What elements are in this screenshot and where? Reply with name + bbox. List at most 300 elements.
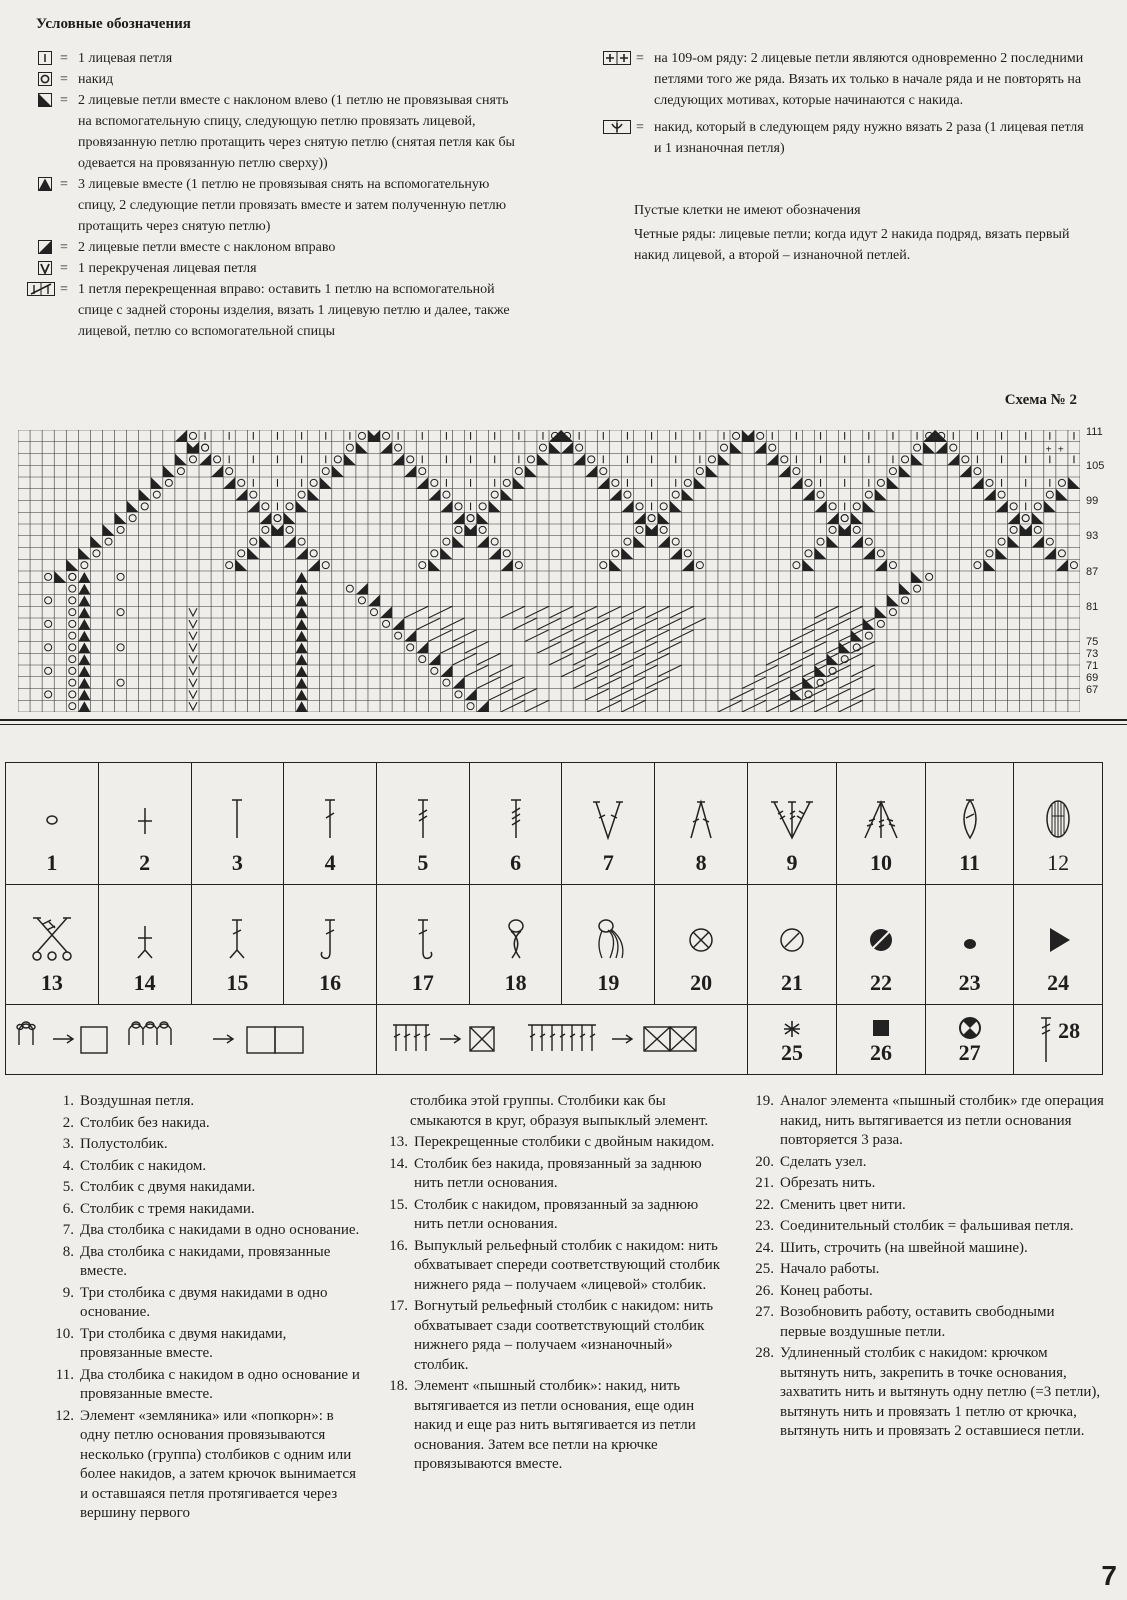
yarn-over-mark (865, 491, 872, 498)
left-decrease-mark (259, 536, 271, 548)
yarn-over-mark (877, 479, 884, 486)
yarn-over-mark (262, 503, 269, 510)
right-decrease-mark (1032, 536, 1044, 548)
twisted-knit-mark (189, 632, 197, 640)
left-decrease-mark (706, 465, 718, 477)
right-decrease-mark (247, 501, 259, 513)
double-decrease-mark (296, 643, 308, 654)
right-decrease-mark (863, 548, 875, 560)
description-item: 28. Удлиненный столбик с накидом: крючком вытянуть нить, закрепить в точке основания, захватить нить и вытянуть одну петлю (=3 петли), вытянуть нить и провязать 1 петлю от крючка, вытянуть нить и провязать 2 оставшиеся петли. (755, 1345, 1101, 1439)
symbol-cell: 17 (376, 885, 469, 1005)
yarn-over-mark (189, 432, 196, 439)
right-decrease-mark (296, 548, 308, 560)
right-decrease-mark (440, 501, 452, 513)
symbol-cell: 20 (655, 885, 748, 1005)
svg-text:+: + (1045, 444, 1052, 456)
symbol-cell: 25 (747, 1005, 836, 1075)
left-decrease-mark (863, 618, 875, 630)
double-decrease-mark (296, 631, 308, 642)
right-decrease-mark (754, 442, 766, 454)
double-decrease-mark (296, 654, 308, 665)
twisted-knit-mark (189, 679, 197, 687)
yarn-over-mark (419, 656, 426, 663)
left-decrease-mark (561, 430, 573, 442)
left-decrease-mark (827, 653, 839, 665)
yarn-over-mark (177, 468, 184, 475)
yarn-over-mark (141, 503, 148, 510)
description-item: 16. Выпуклый рельефный столбик с накидом: нить обхватывает спереди соответствующий столбик нижнего ряда – получаем «лицевой» столбик. (389, 1237, 721, 1293)
left-decrease-mark (899, 583, 911, 595)
left-decrease-mark (102, 524, 114, 536)
left-decrease-mark (356, 442, 368, 454)
left-decrease-mark (90, 536, 102, 548)
yarn-over-mark (539, 444, 546, 451)
knit-stitch-icon (34, 51, 56, 65)
description-item: 7. Два столбика с накидами в одно основание. (62, 1222, 360, 1238)
yarn-over-mark (45, 667, 52, 674)
right-decrease-mark (827, 512, 839, 524)
yarn-over-mark (648, 515, 655, 522)
double-decrease-mark (296, 584, 308, 595)
double-decrease-mark (78, 701, 90, 712)
slip-stitch-icon (950, 914, 990, 964)
right-decrease-mark (477, 536, 489, 548)
popcorn-icon (1038, 794, 1078, 844)
yarn-over-mark (600, 468, 607, 475)
left-decrease-mark (802, 559, 814, 571)
right-decrease-mark (199, 454, 211, 466)
right-decrease-mark (971, 477, 983, 489)
left-decrease-mark (127, 501, 139, 513)
right-decrease-mark (959, 465, 971, 477)
description-item: 9. Три столбика с двумя накидами в одно основание. (62, 1284, 328, 1320)
legend-item: = 1 петля перекрещенная вправо: оставить 1 петлю на вспомогательной спице с задней стороны изделия, вязать 1 лицевую петлю и далее, также лицевой, петлю со вспомогательной спицы (34, 279, 524, 342)
right-decrease-mark (1044, 548, 1056, 560)
description-item: 12. Элемент «земляника» или «попкорн»: в одну петлю основания провязываются несколько (группа) столбиков с одним или более накидов, а затем крючок вынимается и оставшаяся петля протягивается через вершину первого (55, 1407, 356, 1521)
yarn-over-mark (250, 538, 257, 545)
yarn-over-mark (684, 479, 691, 486)
tr-cluster-shell-icon (768, 794, 816, 844)
yarn-over-mark (129, 515, 136, 522)
right-decrease-mark (489, 548, 501, 560)
right-decrease-mark (416, 477, 428, 489)
left-decrease-mark (525, 465, 537, 477)
row-number: 81 (1086, 601, 1099, 613)
continuation-text: столбика этой группы. Столбики как бы смыкаются в круг, образуя выпыклый элемент. (410, 1093, 709, 1129)
yarn-over-mark (612, 550, 619, 557)
legend-item: = 2 лицевые петли вместе с наклоном вправо (34, 237, 524, 258)
yarn-over-mark (696, 562, 703, 569)
description-item: 22. Сменить цвет нити. (755, 1196, 906, 1213)
left-decrease-mark (887, 477, 899, 489)
yarn-over-mark (105, 538, 112, 545)
yarn-over-mark (865, 632, 872, 639)
left-decrease-mark (633, 536, 645, 548)
double-decrease-icon (34, 177, 56, 191)
yarn-over-mark (395, 632, 402, 639)
dc-to-square-cell (376, 1005, 747, 1075)
right-decrease-mark (223, 477, 235, 489)
yarn-over-mark (69, 691, 76, 698)
yarn-over-mark (407, 456, 414, 463)
yarn-over-mark (383, 432, 390, 439)
yarn-over-mark (69, 573, 76, 580)
legend-item: = накид, который в следующем ряду нужно вязать 2 раза (1 лицевая петля и 1 изнаночная петля) (602, 117, 1090, 159)
yarn-over-mark (889, 609, 896, 616)
left-decrease-mark (235, 559, 247, 571)
yarn-over-mark (1010, 503, 1017, 510)
cut-yarn-icon (772, 914, 812, 964)
yarn-over-mark (443, 679, 450, 686)
single-crochet-icon (125, 794, 165, 844)
left-decrease-mark (1044, 501, 1056, 513)
half-double-crochet-icon (217, 794, 257, 844)
yarn-over-mark (117, 526, 124, 533)
right-decrease-mark (1008, 512, 1020, 524)
symbol-cell: 12 (1014, 763, 1103, 885)
symbol-cell: 23 (926, 885, 1014, 1005)
yarn-over-mark (914, 444, 921, 451)
description-item: 27. Возобновить работу, оставить свободными первые воздушные петли. (755, 1304, 1055, 1340)
row-number: 67 (1086, 684, 1099, 696)
yarn-over-mark (793, 468, 800, 475)
twisted-knit-mark (189, 691, 197, 699)
yarn-over-mark (455, 503, 462, 510)
left-decrease-mark (332, 465, 344, 477)
yarn-over-mark (720, 444, 727, 451)
yarn-over-mark (624, 491, 631, 498)
row-number: 111 (1086, 426, 1103, 438)
left-decrease-mark (308, 489, 320, 501)
yarn-over-mark (45, 597, 52, 604)
right-decrease-mark (356, 583, 368, 595)
yarn-over-mark (419, 562, 426, 569)
legend-item: = 3 лицевые вместе (1 петлю не провязывая снять на вспомогательную спицу, 2 следующие петли провязать вместе и затем полученную петлю протащить через снятую петлю) (34, 174, 524, 237)
double-decrease-mark (296, 619, 308, 630)
yarn-over-mark (600, 562, 607, 569)
yarn-over-mark (914, 585, 921, 592)
yarn-over-mark (708, 456, 715, 463)
left-decrease-mark (440, 548, 452, 560)
legend-right-column (602, 48, 1090, 159)
symbol-cell: 4 (284, 763, 377, 885)
symbol-cell: 21 (747, 885, 836, 1005)
double-decrease-mark (78, 607, 90, 618)
yarn-over-mark (1058, 479, 1065, 486)
yarn-over-mark (117, 573, 124, 580)
yarn-over-mark (889, 562, 896, 569)
twisted-knit-icon (34, 261, 56, 275)
left-decrease-mark (66, 559, 78, 571)
yarn-over-mark (660, 503, 667, 510)
chain-stitch-icon (32, 794, 72, 844)
double-yarn-over-icon (602, 120, 632, 134)
description-item: 19. Аналог элемента «пышный столбик» где операция накид, нить вытягивается из петли основания повторяется 3 раза. (755, 1093, 1104, 1148)
page-number: 7 (1101, 1560, 1117, 1591)
right-decrease-mark (802, 489, 814, 501)
description-item: 26. Конец работы. (755, 1282, 873, 1299)
symbol-cell: 11 (926, 763, 1014, 885)
symbol-cell: 8 (655, 763, 748, 885)
yarn-over-mark (1034, 503, 1041, 510)
yarn-over-mark (672, 538, 679, 545)
left-decrease-mark (1008, 536, 1020, 548)
dc-back-loop-icon (217, 914, 257, 964)
left-decrease-mark (875, 606, 887, 618)
yarn-over-mark (1022, 515, 1029, 522)
double-decrease-mark (78, 666, 90, 677)
yarn-over-mark (165, 479, 172, 486)
yarn-over-mark (298, 491, 305, 498)
yarn-over-mark (781, 456, 788, 463)
yarn-over-mark (853, 526, 860, 533)
dc-to-crossed-squares-diagram (382, 1015, 742, 1059)
yarn-over-mark (286, 503, 293, 510)
left-decrease-mark (163, 465, 175, 477)
yarn-over-mark (733, 432, 740, 439)
right-decrease-mark (947, 454, 959, 466)
right-decrease-mark (465, 689, 477, 701)
twisted-knit-mark (189, 608, 197, 616)
left-decrease-mark (501, 489, 513, 501)
yarn-over-mark (69, 597, 76, 604)
yarn-over-mark (298, 538, 305, 545)
description-item: 6. Столбик с тремя накидами. (62, 1200, 255, 1217)
symbol-cell: 18 (469, 885, 562, 1005)
left-decrease-mark (1068, 477, 1080, 489)
right-decrease-mark (585, 465, 597, 477)
left-decrease-mark (428, 559, 440, 571)
left-decrease-mark (887, 595, 899, 607)
description-item: 13. Перекрещенные столбики с двойным накидом. (389, 1134, 715, 1150)
yarn-over-mark (503, 550, 510, 557)
right-decrease-mark (561, 442, 573, 454)
left-decrease-mark (839, 642, 851, 654)
yarn-over-mark (467, 703, 474, 710)
description-item: 11. Два столбика с накидом в одно основание и провязанные вместе. (55, 1366, 360, 1402)
yarn-over-mark (1070, 562, 1077, 569)
end-work-icon (866, 1018, 896, 1040)
twisted-knit-mark (189, 702, 197, 710)
left-decrease-mark (658, 512, 670, 524)
left-decrease-mark (815, 665, 827, 677)
scheme-title: Схема № 2 (1004, 392, 1077, 408)
symbol-cell: 7 (562, 763, 655, 885)
yarn-over-mark (69, 620, 76, 627)
right-decrease-mark (392, 618, 404, 630)
right-decrease-mark (935, 442, 947, 454)
right-decrease-mark (380, 442, 392, 454)
yarn-over-mark (757, 432, 764, 439)
left-decrease-mark (851, 512, 863, 524)
yarn-over-mark (310, 550, 317, 557)
yarn-over-mark (45, 573, 52, 580)
right-decrease-mark (875, 559, 887, 571)
yarn-over-mark (358, 597, 365, 604)
yarn-over-mark (479, 526, 486, 533)
yarn-over-mark (696, 468, 703, 475)
yarn-over-mark (527, 456, 534, 463)
yarn-over-mark (69, 656, 76, 663)
yarn-over-mark (962, 456, 969, 463)
row-number: 99 (1086, 495, 1099, 507)
right-decrease-mark (851, 536, 863, 548)
symbol-cell: 3 (191, 763, 284, 885)
legend-item: = 1 перекрученая лицевая петля (34, 258, 524, 279)
front-post-dc-icon (310, 914, 350, 964)
right-decrease-icon (34, 240, 56, 254)
description-item: 3. Полустолбик. (62, 1136, 168, 1152)
double-decrease-mark (78, 572, 90, 583)
yarn-over-mark (1046, 538, 1053, 545)
left-decrease-mark (694, 477, 706, 489)
yarn-over-mark (443, 491, 450, 498)
legend-item: = накид (34, 69, 524, 90)
yarn-over-icon (34, 72, 56, 86)
yarn-over-mark (817, 491, 824, 498)
double-decrease-mark (296, 572, 308, 583)
yarn-over-mark (153, 491, 160, 498)
twisted-knit-mark (189, 620, 197, 628)
left-decrease-mark (452, 536, 464, 548)
row-number: 75 (1086, 636, 1099, 648)
left-decrease-mark (151, 477, 163, 489)
symbol-cell: 13 (6, 885, 99, 1005)
right-decrease-mark (428, 489, 440, 501)
symbol-cell: 15 (191, 885, 284, 1005)
legend-item: = 1 лицевая петля (34, 48, 524, 69)
left-decrease-mark (537, 454, 549, 466)
symbol-cell: 16 (284, 885, 377, 1005)
legend-left-column (34, 48, 524, 342)
row-numbers (1086, 426, 1126, 712)
symbol-cell: 14 (98, 885, 191, 1005)
legend-item: = на 109-ом ряду: 2 лицевые петли являются одновременно 2 последними петлями того же ряда. Вязать их только в начале ряда и не повторять на следующих мотивах, которые начинаются с накида. (602, 48, 1090, 111)
yarn-over-mark (117, 609, 124, 616)
left-decrease-mark (247, 548, 259, 560)
double-decrease-mark (78, 619, 90, 630)
description-item: 4. Столбик с накидом. (62, 1157, 207, 1174)
descriptions-column-1 (46, 1092, 366, 1526)
right-decrease-mark (501, 559, 513, 571)
twisted-knit-mark (189, 655, 197, 663)
yarn-over-mark (334, 456, 341, 463)
yarn-over-mark (515, 468, 522, 475)
crossed-dc-icon (27, 908, 77, 964)
left-decrease-mark (911, 571, 923, 583)
double-decrease-mark (78, 596, 90, 607)
double-decrease-mark (296, 701, 308, 712)
yarn-over-mark (69, 585, 76, 592)
yarn-over-mark (491, 538, 498, 545)
yarn-over-mark (81, 562, 88, 569)
left-decrease-mark (935, 430, 947, 442)
right-decrease-mark (597, 477, 609, 489)
yarn-over-mark (117, 644, 124, 651)
symbol-cell: 22 (837, 885, 926, 1005)
knitting-chart-grid (18, 430, 1080, 712)
symbol-cell: 28 (1014, 1005, 1103, 1075)
crochet-symbols-table (5, 762, 1103, 1075)
row-number: 93 (1086, 530, 1099, 542)
symbol-cell: 9 (747, 763, 836, 885)
right-decrease-mark (573, 454, 585, 466)
yarn-over-mark (202, 444, 209, 451)
yarn-over-mark (45, 620, 52, 627)
yarn-over-mark (672, 491, 679, 498)
left-decrease-mark (730, 442, 742, 454)
right-decrease-mark (259, 512, 271, 524)
right-decrease-mark (815, 501, 827, 513)
yarn-over-mark (383, 620, 390, 627)
yarn-over-mark (950, 444, 957, 451)
yarn-over-mark (636, 526, 643, 533)
yarn-over-mark (370, 609, 377, 616)
left-decrease-mark (1032, 512, 1044, 524)
left-decrease-mark (139, 489, 151, 501)
description-item: 14. Столбик без накида, провязанный за заднюю нить петли основания. (389, 1155, 702, 1191)
yarn-over-mark (431, 550, 438, 557)
description-item: 8. Два столбика с накидами, провязанные вместе. (62, 1243, 331, 1279)
yarn-over-mark (431, 479, 438, 486)
row-number: 71 (1086, 660, 1099, 672)
right-decrease-mark (477, 700, 489, 712)
right-decrease-mark (284, 536, 296, 548)
dc2tog-icon (681, 794, 721, 844)
description-item: 17. Вогнутый рельефный столбик с накидом: нить обхватывает сзади соответствующий столбик нижнего ряда – получаем «изнаночный» столбик. (389, 1298, 714, 1373)
right-decrease-mark (380, 606, 392, 618)
yarn-over-mark (479, 503, 486, 510)
double-decrease-mark (78, 643, 90, 654)
symbol-cell: 19 (562, 885, 655, 1005)
yarn-over-mark (1010, 526, 1017, 533)
yarn-over-mark (346, 585, 353, 592)
yarn-over-mark (310, 479, 317, 486)
right-cross-icon (26, 282, 56, 296)
right-decrease-mark (404, 630, 416, 642)
right-decrease-mark (392, 454, 404, 466)
right-decrease-mark (633, 512, 645, 524)
dc-shell-together-icon (950, 794, 990, 844)
twisted-knit-mark (189, 644, 197, 652)
descriptions-column-3 (746, 1092, 1104, 1444)
left-decrease-mark (175, 454, 187, 466)
yarn-over-mark (322, 562, 329, 569)
left-decrease-mark (827, 536, 839, 548)
yarn-over-mark (226, 468, 233, 475)
description-item: 23. Соединительный столбик = фальшивая петля. (755, 1218, 1074, 1234)
left-decrease-mark (670, 501, 682, 513)
left-decrease-mark (296, 501, 308, 513)
right-decrease-mark (175, 430, 187, 442)
yarn-over-mark (829, 503, 836, 510)
right-decrease-mark (983, 489, 995, 501)
yarn-over-mark (69, 609, 76, 616)
yarn-over-mark (69, 632, 76, 639)
yarn-over-mark (419, 468, 426, 475)
yarn-over-mark (214, 456, 221, 463)
right-decrease-mark (404, 465, 416, 477)
yarn-over-mark (358, 432, 365, 439)
double-decrease-mark (78, 690, 90, 701)
left-decrease-mark (78, 548, 90, 560)
yarn-over-mark (576, 444, 583, 451)
right-decrease-mark (1056, 559, 1068, 571)
v-stitch-icon (588, 794, 628, 844)
left-decrease-mark (344, 454, 356, 466)
left-decrease-mark (851, 630, 863, 642)
description-item: 24. Шить, строчить (на швейной машине). (755, 1239, 1028, 1256)
